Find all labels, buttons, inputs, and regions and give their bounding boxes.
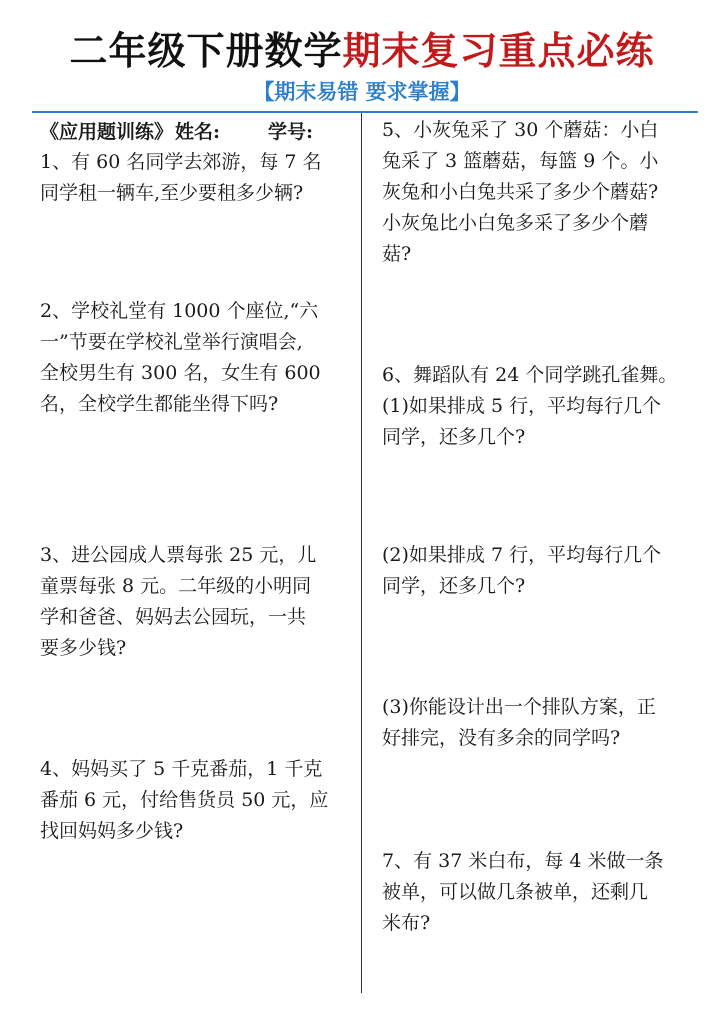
- question-line: 灰兔和小白兔共采了多少个蘑菇?: [382, 181, 659, 203]
- student-id-label: 学号:: [268, 121, 314, 143]
- question-line: 5、小灰兔采了 30 个蘑菇：小白: [382, 119, 659, 141]
- question-line: 童票每张 8 元。二年级的小明同: [40, 575, 312, 597]
- worksheet-header-line: [40, 117, 352, 148]
- question-line: 菇?: [382, 243, 412, 265]
- page-title-main: 二年级下册数学: [69, 29, 343, 73]
- question-line: (1)如果排成 5 行，平均每行几个: [382, 395, 662, 417]
- question-6-part-3: [382, 692, 692, 754]
- question-1: [40, 147, 352, 209]
- page-title-highlight: 期末复习重点必练: [342, 29, 655, 73]
- page-subtitle: 【期末易错 要求掌握】: [253, 80, 471, 104]
- question-line: 1、有 60 名同学去郊游，每 7 名: [40, 151, 322, 173]
- question-5: [382, 115, 692, 270]
- question-line: 7、有 37 米白布，每 4 米做一条: [382, 850, 664, 872]
- question-line: 4、妈妈买了 5 千克番茄，1 千克: [40, 758, 323, 780]
- question-line: (2)如果排成 7 行，平均每行几个: [382, 544, 662, 566]
- question-4: [40, 754, 352, 847]
- question-7: [382, 846, 692, 939]
- question-line: 同学，还多几个?: [382, 426, 526, 448]
- question-line: 全校男生有 300 名，女生有 600: [40, 362, 321, 384]
- question-line: 同学，还多几个?: [382, 575, 526, 597]
- column-divider: [361, 113, 362, 993]
- question-line: 同学租一辆车,至少要租多少辆?: [40, 182, 304, 204]
- question-line: (3)你能设计出一个排队方案，正: [382, 696, 656, 718]
- page-title: [0, 28, 724, 74]
- question-line: 番茄 6 元，付给售货员 50 元，应: [40, 789, 329, 811]
- question-line: 米布?: [382, 912, 431, 934]
- header-divider: [32, 111, 698, 113]
- question-6: [382, 360, 692, 453]
- question-2: [40, 296, 352, 420]
- name-label: 姓名:: [175, 121, 221, 143]
- question-line: 找回妈妈多少钱?: [40, 820, 184, 842]
- question-6-part-2: [382, 540, 692, 602]
- question-line: 学和爸爸、妈妈去公园玩，一共: [40, 606, 307, 628]
- question-line: 要多少钱?: [40, 637, 127, 659]
- question-line: 3、进公园成人票每张 25 元，儿: [40, 544, 317, 566]
- question-line: 2、学校礼堂有 1000 个座位,“六: [40, 300, 319, 322]
- question-line: 一”节要在学校礼堂举行演唱会,: [40, 331, 303, 353]
- question-line: 兔采了 3 篮蘑菇，每篮 9 个。小: [382, 150, 659, 172]
- question-line: 小灰兔比小白兔多采了多少个蘑: [382, 212, 649, 234]
- question-line: 被单，可以做几条被单，还剩几: [382, 881, 649, 903]
- question-3: [40, 540, 352, 664]
- section-title: 《应用题训练》: [40, 121, 174, 143]
- question-line: 好排完，没有多余的同学吗?: [382, 727, 621, 749]
- worksheet-header: [40, 117, 352, 148]
- question-line: 名，全校学生都能坐得下吗?: [40, 393, 279, 415]
- question-line: 6、舞蹈队有 24 个同学跳孔雀舞。: [382, 364, 678, 386]
